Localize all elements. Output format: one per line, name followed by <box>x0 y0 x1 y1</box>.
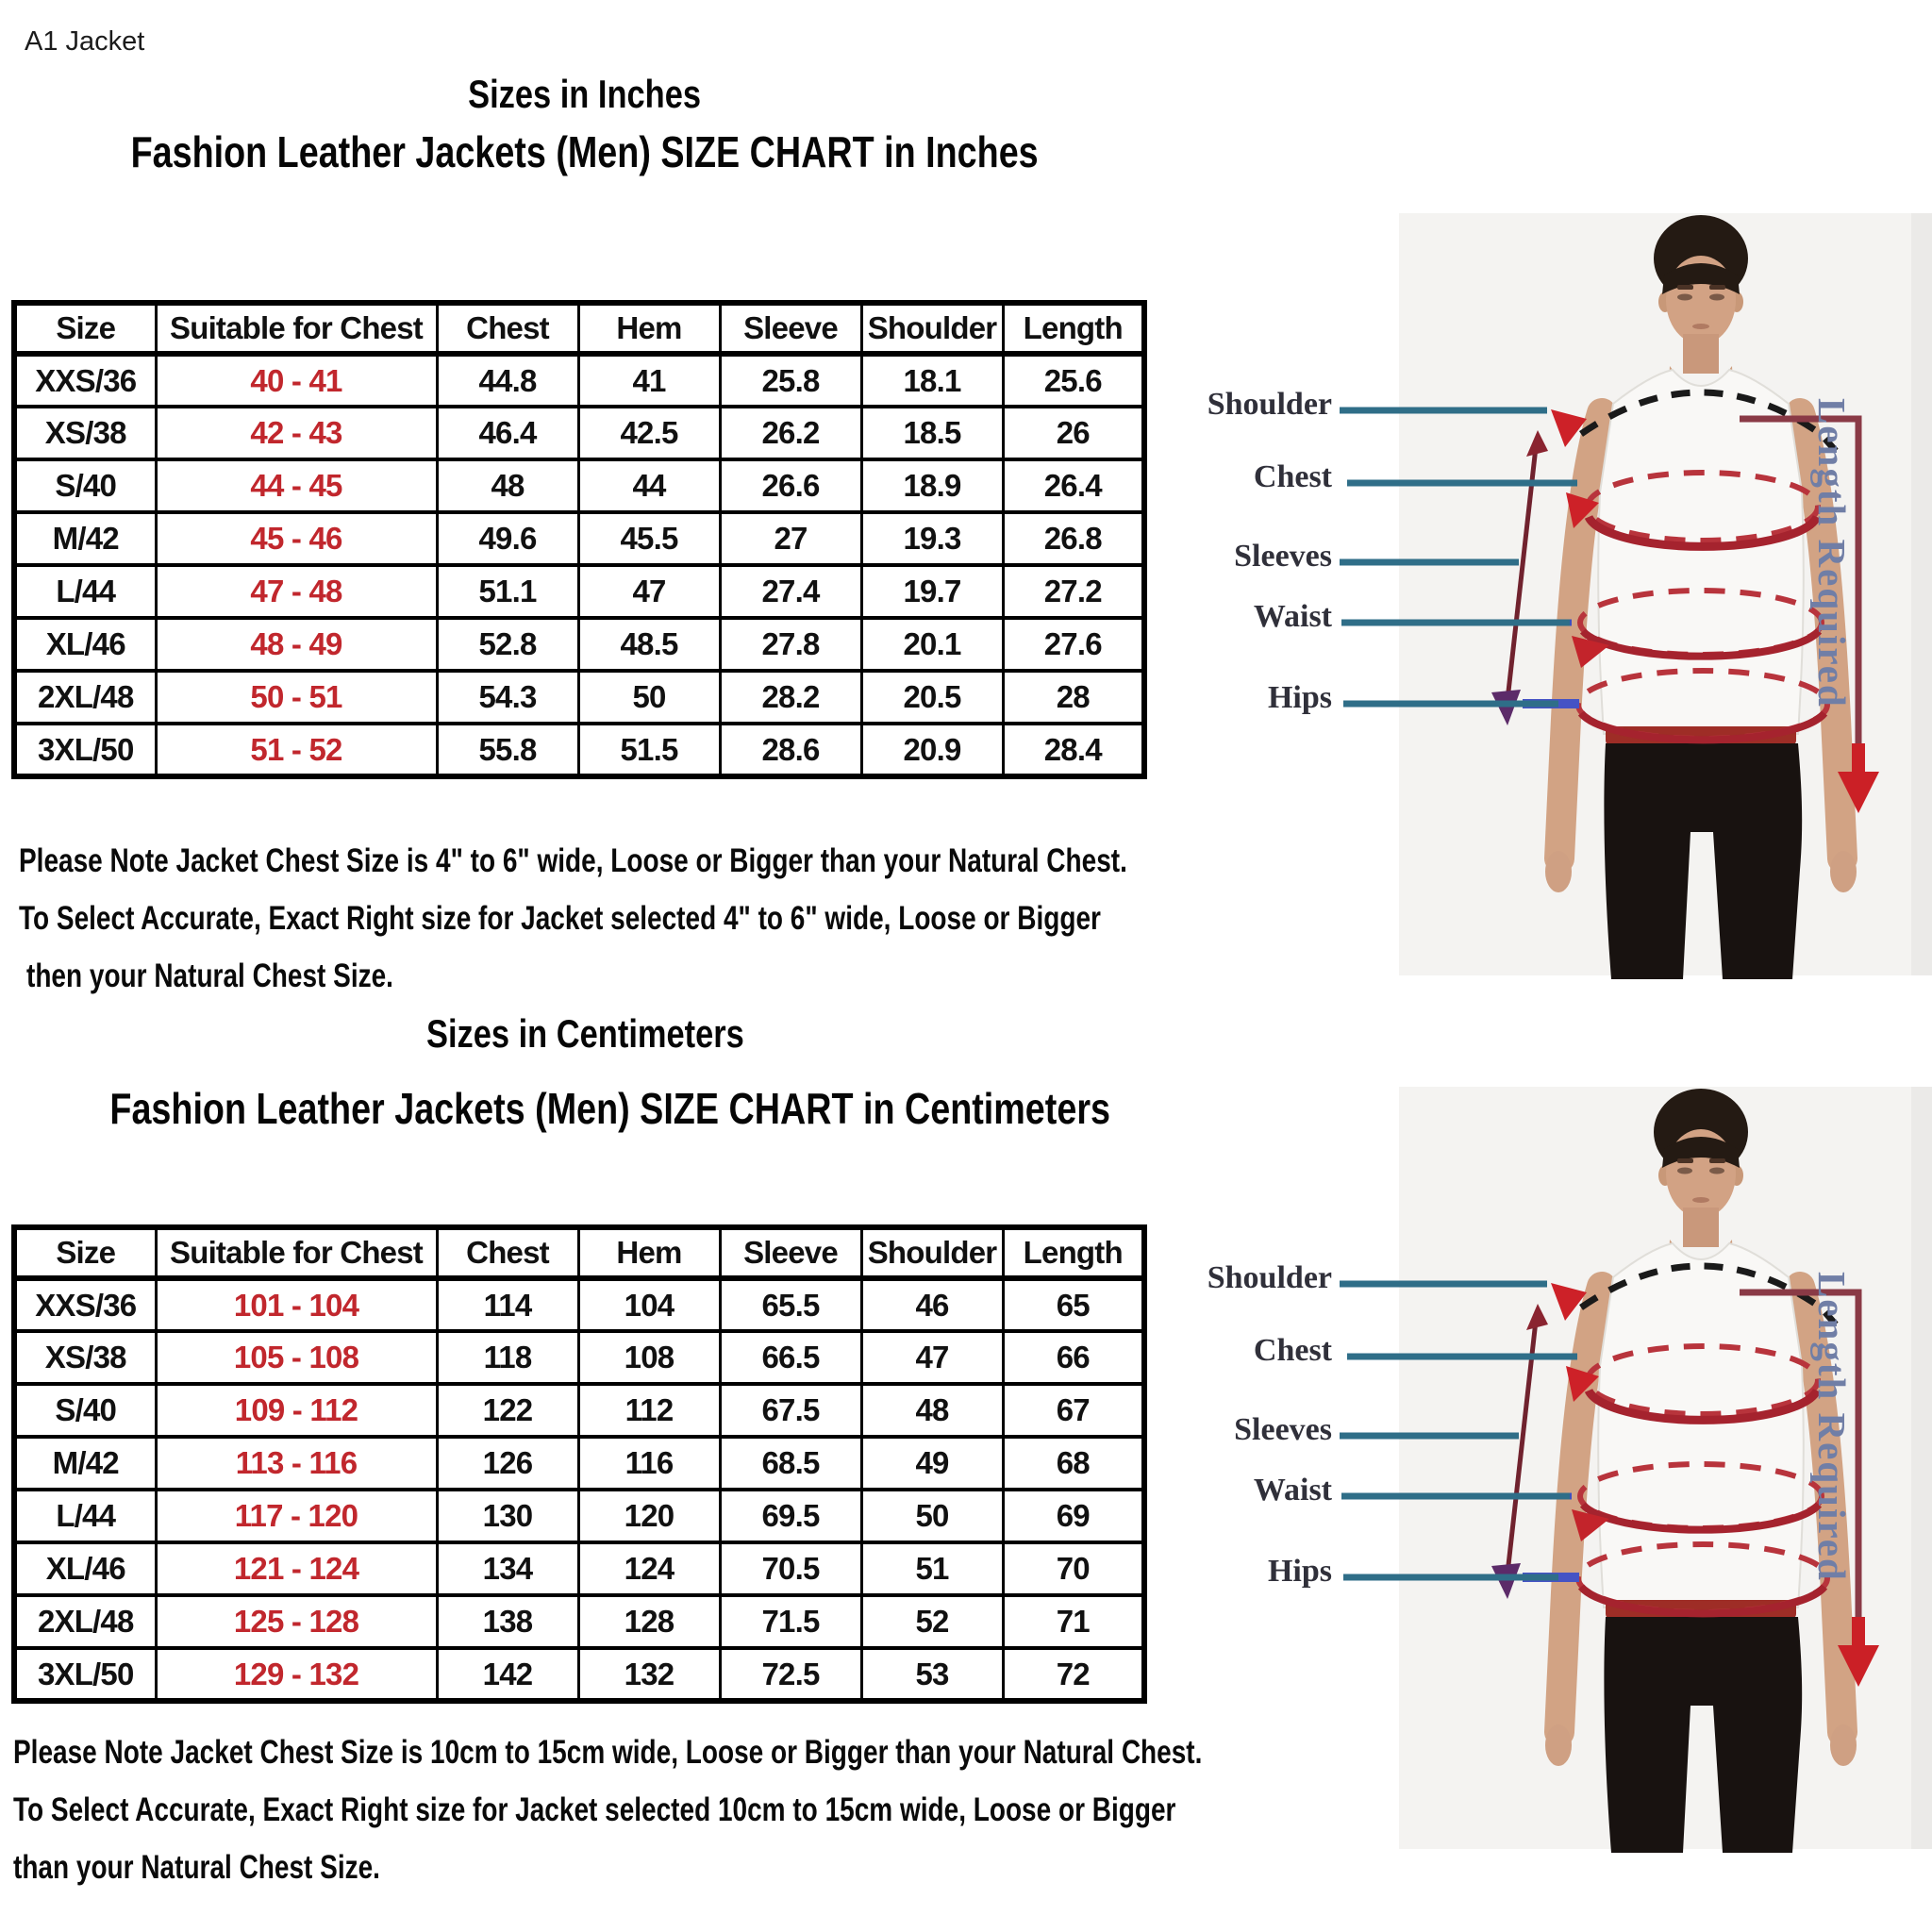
measure-label-shoulder: Shoulder <box>1207 387 1332 422</box>
value-cell: 68.5 <box>720 1437 861 1490</box>
eye-right <box>1709 294 1724 301</box>
table-row <box>14 1331 1144 1384</box>
value-cell: 50 <box>578 671 720 724</box>
value-cell: 126 <box>437 1437 578 1490</box>
size-cell: 2XL/48 <box>14 1595 156 1648</box>
note-centimeters-line-2: To Select Accurate, Exact Right size for Jacket selected 10cm to 15cm wide, Loose or Bigger <box>13 1791 1176 1828</box>
value-cell: 28.6 <box>720 724 861 776</box>
value-cell: 26.4 <box>1003 459 1144 512</box>
value-cell: 116 <box>578 1437 720 1490</box>
value-cell: 130 <box>437 1490 578 1542</box>
value-cell: 52.8 <box>437 618 578 671</box>
measure-label-shoulder: Shoulder <box>1207 1260 1332 1295</box>
table-row <box>14 618 1144 671</box>
neck <box>1683 334 1719 374</box>
size-cell: XS/38 <box>14 1331 156 1384</box>
size-cell: XXS/36 <box>14 354 156 407</box>
value-cell: 41 <box>578 354 720 407</box>
eyebrow-left <box>1677 1158 1693 1163</box>
value-cell: 104 <box>578 1278 720 1331</box>
value-cell: 27.8 <box>720 618 861 671</box>
value-cell: 112 <box>578 1384 720 1437</box>
value-cell: 50 - 51 <box>156 671 437 724</box>
value-cell: 28.2 <box>720 671 861 724</box>
value-cell: 72 <box>1003 1648 1144 1701</box>
value-cell: 46.4 <box>437 407 578 459</box>
note-inches-line-1: Please Note Jacket Chest Size is 4" to 6" wide, Loose or Bigger than your Natural Chest. <box>19 842 1127 879</box>
value-cell: 40 - 41 <box>156 354 437 407</box>
value-cell: 68 <box>1003 1437 1144 1490</box>
note-line <box>19 900 1405 958</box>
value-cell: 66 <box>1003 1331 1144 1384</box>
value-cell: 18.1 <box>861 354 1003 407</box>
hand-left <box>1545 851 1572 892</box>
table-row <box>14 1648 1144 1701</box>
neck <box>1683 1208 1719 1247</box>
section-subtitle-centimeters <box>0 1011 1170 1057</box>
value-cell: 52 <box>861 1595 1003 1648</box>
value-cell: 65.5 <box>720 1278 861 1331</box>
eye-left <box>1677 1168 1692 1174</box>
column-header: Shoulder <box>861 303 1003 354</box>
measure-label-chest: Chest <box>1253 459 1332 494</box>
size-cell: 2XL/48 <box>14 671 156 724</box>
length-required-label: Length Required <box>1810 398 1854 708</box>
value-cell: 47 <box>861 1331 1003 1384</box>
value-cell: 67 <box>1003 1384 1144 1437</box>
size-table-centimeters <box>11 1224 1147 1704</box>
value-cell: 128 <box>578 1595 720 1648</box>
value-cell: 65 <box>1003 1278 1144 1331</box>
value-cell: 71 <box>1003 1595 1144 1648</box>
value-cell: 48.5 <box>578 618 720 671</box>
eye-right <box>1709 1168 1724 1174</box>
eyebrow-left <box>1677 285 1693 290</box>
table-row <box>14 1490 1144 1542</box>
column-header: Sleeve <box>720 1227 861 1278</box>
table-row <box>14 1384 1144 1437</box>
section-subtitle-centimeters-text: Sizes in Centimeters <box>425 1011 744 1056</box>
note-centimeters-line-1: Please Note Jacket Chest Size is 10cm to 15cm wide, Loose or Bigger than your Natural Chest. <box>13 1734 1203 1771</box>
measure-label-sleeves: Sleeves <box>1234 539 1332 574</box>
value-cell: 18.9 <box>861 459 1003 512</box>
value-cell: 120 <box>578 1490 720 1542</box>
table-row <box>14 565 1144 618</box>
value-cell: 72.5 <box>720 1648 861 1701</box>
value-cell: 44 <box>578 459 720 512</box>
column-header: Length <box>1003 1227 1144 1278</box>
value-cell: 47 - 48 <box>156 565 437 618</box>
value-cell: 42 - 43 <box>156 407 437 459</box>
value-cell: 51 <box>861 1542 1003 1595</box>
length-arrow-shaft <box>1852 743 1865 775</box>
value-cell: 28.4 <box>1003 724 1144 776</box>
value-cell: 27 <box>720 512 861 565</box>
mouth <box>1692 324 1709 329</box>
value-cell: 48 <box>861 1384 1003 1437</box>
value-cell: 66.5 <box>720 1331 861 1384</box>
value-cell: 28 <box>1003 671 1144 724</box>
value-cell: 26.6 <box>720 459 861 512</box>
eyebrow-right <box>1709 1158 1725 1163</box>
value-cell: 27.2 <box>1003 565 1144 618</box>
size-guide-figure-centimeters <box>1206 1083 1932 1853</box>
value-cell: 129 - 132 <box>156 1648 437 1701</box>
value-cell: 118 <box>437 1331 578 1384</box>
column-header: Suitable for Chest <box>156 303 437 354</box>
value-cell: 70.5 <box>720 1542 861 1595</box>
size-cell: XL/46 <box>14 1542 156 1595</box>
value-cell: 45 - 46 <box>156 512 437 565</box>
value-cell: 55.8 <box>437 724 578 776</box>
value-cell: 27.6 <box>1003 618 1144 671</box>
value-cell: 18.5 <box>861 407 1003 459</box>
product-label: A1 Jacket <box>25 26 145 57</box>
size-cell: XL/46 <box>14 618 156 671</box>
note-line <box>19 958 1405 1015</box>
value-cell: 20.5 <box>861 671 1003 724</box>
column-header: Suitable for Chest <box>156 1227 437 1278</box>
table-row <box>14 1278 1144 1331</box>
value-cell: 49.6 <box>437 512 578 565</box>
table-row <box>14 1437 1144 1490</box>
value-cell: 20.1 <box>861 618 1003 671</box>
header-row <box>14 1227 1144 1278</box>
size-cell: M/42 <box>14 1437 156 1490</box>
table-row <box>14 1595 1144 1648</box>
size-guide-figure-inches <box>1206 209 1932 979</box>
eye-left <box>1677 294 1692 301</box>
value-cell: 25.6 <box>1003 354 1144 407</box>
size-cell: XXS/36 <box>14 1278 156 1331</box>
value-cell: 54.3 <box>437 671 578 724</box>
photo-edge <box>1911 1087 1932 1849</box>
column-header: Shoulder <box>861 1227 1003 1278</box>
table-row <box>14 459 1144 512</box>
value-cell: 105 - 108 <box>156 1331 437 1384</box>
photo-edge <box>1911 213 1932 975</box>
size-cell: M/42 <box>14 512 156 565</box>
measure-label-waist: Waist <box>1253 599 1332 634</box>
table-row <box>14 671 1144 724</box>
value-cell: 134 <box>437 1542 578 1595</box>
size-cell: XS/38 <box>14 407 156 459</box>
column-header: Size <box>14 303 156 354</box>
table-row <box>14 407 1144 459</box>
column-header: Sleeve <box>720 303 861 354</box>
value-cell: 48 <box>437 459 578 512</box>
value-cell: 50 <box>861 1490 1003 1542</box>
column-header: Chest <box>437 303 578 354</box>
header-row <box>14 303 1144 354</box>
value-cell: 101 - 104 <box>156 1278 437 1331</box>
table-row <box>14 354 1144 407</box>
value-cell: 138 <box>437 1595 578 1648</box>
size-cell: 3XL/50 <box>14 724 156 776</box>
note-line <box>13 1849 1500 1907</box>
measure-label-hips: Hips <box>1267 680 1332 715</box>
value-cell: 51.1 <box>437 565 578 618</box>
note-line <box>19 842 1405 900</box>
section-title-centimeters-text: Fashion Leather Jackets (Men) SIZE CHART in Centimeters <box>109 1084 1110 1133</box>
value-cell: 142 <box>437 1648 578 1701</box>
value-cell: 19.3 <box>861 512 1003 565</box>
value-cell: 45.5 <box>578 512 720 565</box>
table-row <box>14 724 1144 776</box>
value-cell: 122 <box>437 1384 578 1437</box>
value-cell: 124 <box>578 1542 720 1595</box>
section-subtitle-inches-text: Sizes in Inches <box>468 72 702 116</box>
value-cell: 51.5 <box>578 724 720 776</box>
note-inches <box>19 842 1405 1015</box>
value-cell: 67.5 <box>720 1384 861 1437</box>
length-arrow-shaft <box>1852 1617 1865 1649</box>
column-header: Length <box>1003 303 1144 354</box>
column-header: Hem <box>578 303 720 354</box>
eyebrow-right <box>1709 285 1725 290</box>
size-cell: S/40 <box>14 459 156 512</box>
value-cell: 26.8 <box>1003 512 1144 565</box>
size-cell: L/44 <box>14 565 156 618</box>
value-cell: 26.2 <box>720 407 861 459</box>
mouth <box>1692 1197 1709 1203</box>
measure-label-chest: Chest <box>1253 1333 1332 1368</box>
column-header: Hem <box>578 1227 720 1278</box>
value-cell: 53 <box>861 1648 1003 1701</box>
table-row <box>14 512 1144 565</box>
value-cell: 132 <box>578 1648 720 1701</box>
section-subtitle-inches <box>0 72 1170 117</box>
value-cell: 70 <box>1003 1542 1144 1595</box>
measure-label-hips: Hips <box>1267 1554 1332 1589</box>
value-cell: 26 <box>1003 407 1144 459</box>
value-cell: 71.5 <box>720 1595 861 1648</box>
note-inches-line-3: then your Natural Chest Size. <box>26 958 393 994</box>
column-header: Chest <box>437 1227 578 1278</box>
section-title-centimeters <box>0 1083 1170 1134</box>
value-cell: 49 <box>861 1437 1003 1490</box>
table-row <box>14 1542 1144 1595</box>
measure-label-sleeves: Sleeves <box>1234 1412 1332 1447</box>
section-title-inches <box>0 126 1170 177</box>
value-cell: 108 <box>578 1331 720 1384</box>
value-cell: 109 - 112 <box>156 1384 437 1437</box>
value-cell: 19.7 <box>861 565 1003 618</box>
column-header: Size <box>14 1227 156 1278</box>
size-cell: S/40 <box>14 1384 156 1437</box>
length-required-label: Length Required <box>1810 1272 1854 1582</box>
value-cell: 69 <box>1003 1490 1144 1542</box>
value-cell: 27.4 <box>720 565 861 618</box>
value-cell: 117 - 120 <box>156 1490 437 1542</box>
section-title-inches-text: Fashion Leather Jackets (Men) SIZE CHART in Inches <box>130 127 1040 176</box>
size-table-inches <box>11 300 1147 779</box>
value-cell: 25.8 <box>720 354 861 407</box>
value-cell: 44.8 <box>437 354 578 407</box>
value-cell: 20.9 <box>861 724 1003 776</box>
value-cell: 42.5 <box>578 407 720 459</box>
value-cell: 114 <box>437 1278 578 1331</box>
value-cell: 113 - 116 <box>156 1437 437 1490</box>
value-cell: 44 - 45 <box>156 459 437 512</box>
size-cell: 3XL/50 <box>14 1648 156 1701</box>
measure-label-waist: Waist <box>1253 1473 1332 1507</box>
note-inches-line-2: To Select Accurate, Exact Right size for Jacket selected 4" to 6" wide, Loose or Bigger <box>19 900 1101 937</box>
hand-right <box>1830 1724 1857 1766</box>
value-cell: 51 - 52 <box>156 724 437 776</box>
value-cell: 46 <box>861 1278 1003 1331</box>
value-cell: 69.5 <box>720 1490 861 1542</box>
note-centimeters-line-3: than your Natural Chest Size. <box>13 1849 380 1886</box>
value-cell: 121 - 124 <box>156 1542 437 1595</box>
value-cell: 125 - 128 <box>156 1595 437 1648</box>
value-cell: 48 - 49 <box>156 618 437 671</box>
hand-left <box>1545 1724 1572 1766</box>
size-cell: L/44 <box>14 1490 156 1542</box>
hand-right <box>1830 851 1857 892</box>
value-cell: 47 <box>578 565 720 618</box>
